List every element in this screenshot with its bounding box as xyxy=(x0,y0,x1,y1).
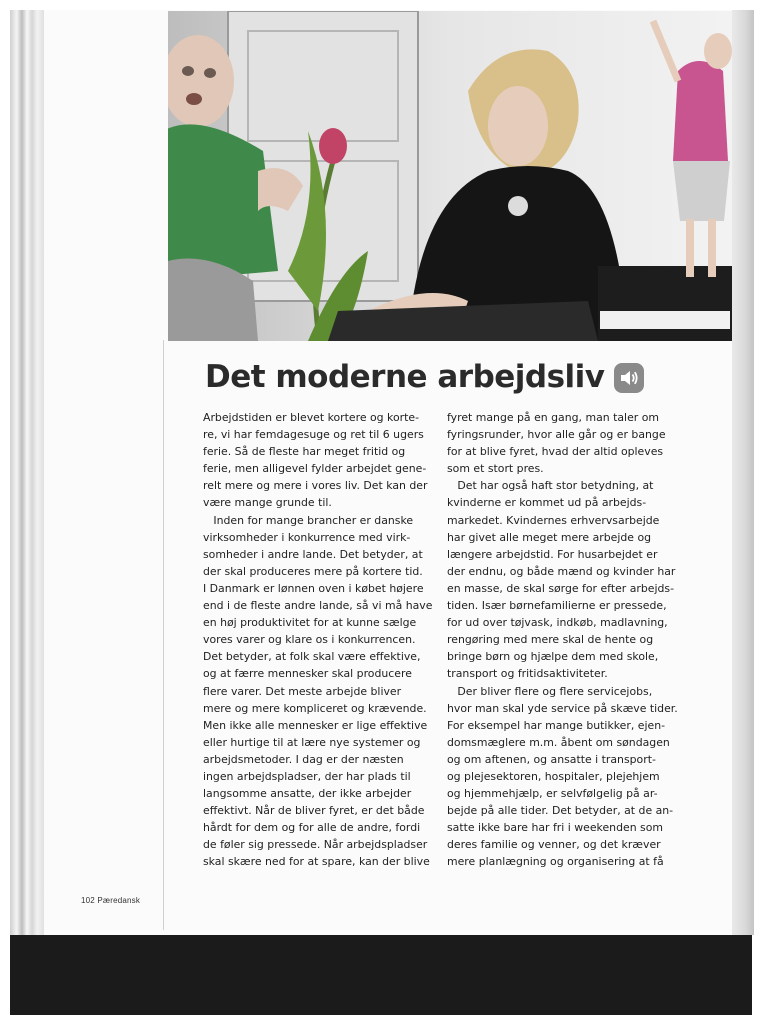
text-line: arbejdsmetoder. I dag er der næsten xyxy=(203,752,404,766)
text-line: og at færre mennesker skal producere xyxy=(203,667,412,681)
margin-rule xyxy=(163,340,164,930)
text-line: rengøring med mere skal de hente og xyxy=(447,633,654,647)
text-line: hvor man skal yde service på skæve tider. xyxy=(447,701,678,715)
text-line: relt mere og mere i vores liv. Det kan der xyxy=(203,479,428,493)
text-line: og plejesektoren, hospitaler, plejehjem xyxy=(447,769,660,783)
text-line: eller hurtige til at lære nye systemer og xyxy=(203,735,421,749)
text-line: ferie, men alligevel fylder arbejdet gene- xyxy=(203,462,427,476)
text-line: mere planlægning og organisering at få xyxy=(447,855,664,869)
text-line: deres familie og venner, og det kræver xyxy=(447,838,661,852)
text-line: skal skære ned for at spare, kan der blive xyxy=(203,855,430,869)
text-line: bejde på alle tider. Det betyder, at de an- xyxy=(447,804,674,818)
text-line: For eksempel har mange butikker, ejen- xyxy=(447,718,666,732)
text-line: de føler sig pressede. Når arbejdspladser xyxy=(203,838,428,852)
text-line: længere arbejdstid. For husarbejdet er xyxy=(447,547,658,561)
text-line: langsomme ansatte, der ikke arbejder xyxy=(203,787,412,801)
page-edge xyxy=(732,10,754,935)
text-line: og hjemmehjælp, er selvfølgelig på ar- xyxy=(447,787,658,801)
text-line: re, vi har femdagesuge og ret til 6 ugers xyxy=(203,428,424,442)
text-line: vores varer og klare os i konkurrencen. xyxy=(203,633,416,647)
text-line: kvinderne er kommet ud på arbejds- xyxy=(447,496,647,510)
text-line: transport og fritidsaktiviteter. xyxy=(447,667,608,681)
text-line: hårdt for dem og for alle de andre, fordi xyxy=(203,821,421,835)
text-line: effektivt. Når de bliver fyret, er det både xyxy=(203,804,425,818)
text-line: en høj produktivitet for at kunne sælge xyxy=(203,616,417,630)
text-line: fyringsrunder, hvor alle går og er bange xyxy=(447,428,666,442)
text-line: Det betyder, at folk skal være effektive, xyxy=(203,650,421,664)
text-line: Arbejdstiden er blevet kortere og korte- xyxy=(203,411,420,424)
text-line: Men ikke alle mennesker er lige effektive xyxy=(203,718,428,732)
text-line: mere og mere kompliceret og krævende. xyxy=(203,701,427,715)
text-line: end i de fleste andre lande, så vi må have xyxy=(203,599,433,613)
article-body-left-column xyxy=(203,409,433,871)
text-line: somheder i andre lande. Det betyder, at xyxy=(203,547,423,561)
text-line: som et stort pres. xyxy=(447,462,544,476)
audio-play-button[interactable] xyxy=(614,363,644,393)
text-line: og om aftenen, og ansatte i transport- xyxy=(447,752,656,766)
text-line: for at blive fyret, hvad der altid opleves xyxy=(447,445,664,459)
scan-border xyxy=(10,935,752,1015)
text-line: Det har også haft stor betydning, at xyxy=(447,479,654,493)
page-footer: 102 Pæredansk xyxy=(81,896,141,905)
text-line: markedet. Kvindernes erhvervsarbejde xyxy=(447,513,660,527)
text-line: der endnu, og både mænd og kvinder har xyxy=(447,564,676,578)
text-line: Inden for mange brancher er danske xyxy=(203,513,414,527)
text-line: flere varer. Det meste arbejde bliver xyxy=(203,684,402,698)
text-line: ferie. Så de fleste har meget fritid og xyxy=(203,445,406,459)
text-line: fyret mange på en gang, man taler om xyxy=(447,411,659,424)
text-line: domsmæglere m.m. åbent om søndagen xyxy=(447,735,670,749)
article-title: Det moderne arbejdsliv xyxy=(205,359,605,395)
text-line: I Danmark er lønnen oven i købet højere xyxy=(203,581,424,595)
text-line: tiden. Især børnefamilierne er pressede, xyxy=(447,599,667,613)
book-spine xyxy=(10,10,44,935)
text-line: bringe børn og hjælpe dem med skole, xyxy=(447,650,659,664)
text-line: satte ikke bare har fri i weekenden som xyxy=(447,821,664,835)
text-line: for ud over tøjvask, indkøb, madlavning, xyxy=(447,616,668,630)
title-row xyxy=(205,359,644,395)
text-line: har givet alle meget mere arbejde og xyxy=(447,530,652,544)
text-line: virksomheder i konkurrence med virk- xyxy=(203,530,411,544)
article-paragraph xyxy=(447,409,678,871)
text-line: en masse, de skal sørge for efter arbejds- xyxy=(447,581,675,595)
text-line: ingen arbejdspladser, der har plads til xyxy=(203,769,411,783)
text-line: der skal produceres mere på kortere tid. xyxy=(203,564,423,578)
text-line: være mange grunde til. xyxy=(203,496,332,510)
speaker-icon xyxy=(618,368,640,388)
article-paragraph xyxy=(203,409,433,871)
family-at-laptop-photo xyxy=(168,11,732,341)
article-body-right-column xyxy=(447,409,678,871)
text-line: Der bliver flere og flere servicejobs, xyxy=(447,684,653,698)
